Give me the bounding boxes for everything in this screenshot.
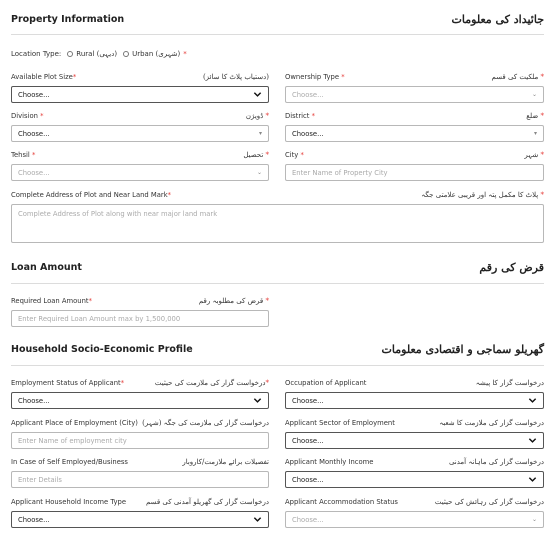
city-placeholder: Enter Name of Property City (292, 168, 388, 177)
property-section-header (11, 8, 544, 30)
district-label: District * (285, 112, 315, 120)
urban-label: Urban (شہری) (132, 50, 181, 58)
loan-amount-field (11, 296, 269, 327)
caret-icon: ▾ (533, 130, 537, 137)
sector-label: Applicant Sector of Employment (285, 419, 395, 427)
chevron-down-icon (528, 436, 537, 445)
tehsil-field (11, 150, 269, 181)
occupation-label: Occupation of Applicant (285, 379, 367, 387)
place-employment-label-urdu: درخواست گزار کی ملازمت کی جگہ (شہر) (142, 419, 269, 427)
plot-size-field (11, 72, 269, 103)
household-income-select[interactable] (11, 511, 269, 528)
ownership-field (285, 72, 544, 103)
tehsil-select[interactable] (11, 164, 269, 181)
loan-amount-placeholder: Enter Required Loan Amount max by 1,500,000 (18, 314, 181, 323)
employment-status-value: Choose... (18, 396, 50, 405)
property-section-title: Property Information (11, 13, 125, 25)
self-employed-field (11, 457, 269, 488)
location-type-label: Location Type: (11, 50, 62, 58)
place-employment-placeholder: Enter Name of employment city (18, 436, 127, 445)
loan-amount-label-urdu: * قرض کی مطلوبہ رقم (198, 297, 269, 305)
division-label: Division * (11, 112, 44, 120)
urban-radio[interactable] (123, 51, 129, 57)
district-select[interactable] (285, 125, 544, 142)
loan-section-title-urdu: قرض کی رقم (479, 260, 544, 274)
loan-section-title: Loan Amount (11, 261, 82, 273)
occupation-select[interactable] (285, 392, 544, 409)
employment-status-label-urdu: *درخواست گزار کی ملازمت کی حیثیت (154, 379, 269, 387)
self-employed-input[interactable] (11, 471, 269, 488)
ownership-label: Ownership Type * (285, 73, 345, 81)
sector-field (285, 418, 544, 449)
city-label: City * (285, 151, 304, 159)
chevron-down-icon (528, 475, 537, 484)
household-income-label-urdu: درخواست گزار کی گھریلو آمدنی کی قسم (145, 498, 269, 506)
accommodation-label: Applicant Accommodation Status (285, 498, 398, 506)
city-field (285, 150, 544, 181)
accommodation-field (285, 497, 544, 528)
monthly-income-field (285, 457, 544, 488)
required-mark: * (183, 50, 187, 58)
occupation-value: Choose... (292, 396, 324, 405)
household-income-label: Applicant Household Income Type (11, 498, 127, 506)
household-section-title-urdu: گھریلو سماجی و اقتصادی معلومات (381, 342, 544, 356)
monthly-income-label: Applicant Monthly Income (285, 458, 374, 466)
plot-size-label-urdu: (دستیاب پلاٹ کا سائز) (202, 73, 269, 81)
employment-status-select[interactable] (11, 392, 269, 409)
ownership-select[interactable] (285, 86, 544, 103)
tehsil-label: Tehsil * (11, 151, 36, 159)
accommodation-label-urdu: درخواست گزار کی رہائش کی حیثیت (434, 498, 544, 506)
chevron-down-icon (528, 396, 537, 405)
accommodation-value: Choose... (292, 515, 324, 524)
caret-icon: ⌄ (531, 91, 537, 98)
accommodation-select[interactable] (285, 511, 544, 528)
place-employment-label: Applicant Place of Employment (City) (11, 419, 138, 427)
location-type-row (11, 50, 187, 58)
division-field (11, 111, 269, 142)
monthly-income-label-urdu: درخواست گزار کی ماہانہ آمدنی (448, 458, 544, 466)
loan-amount-input[interactable] (11, 310, 269, 327)
place-employment-field (11, 418, 269, 449)
sector-value: Choose... (292, 436, 324, 445)
city-input[interactable] (285, 164, 544, 181)
loan-amount-label: Required Loan Amount* (11, 297, 92, 305)
address-field (11, 190, 544, 248)
address-label: Complete Address of Plot and Near Land Mark* (11, 191, 172, 199)
monthly-income-value: Choose... (292, 475, 324, 484)
caret-icon: ▾ (258, 130, 262, 137)
district-label-urdu: * ضلع (526, 112, 544, 120)
division-select[interactable] (11, 125, 269, 142)
self-employed-label-urdu: تفصیلات برائے ملازمت/کاروبار (182, 458, 269, 466)
divider (11, 365, 544, 366)
tehsil-label-urdu: * تحصیل (243, 151, 269, 159)
self-employed-label: In Case of Self Employed/Business (11, 458, 128, 466)
ownership-value: Choose... (292, 90, 324, 99)
chevron-down-icon (253, 396, 262, 405)
address-label-urdu: * پلاٹ کا مکمل پتہ اور قریبی علامتی جگہ (421, 191, 544, 199)
caret-icon: ⌄ (256, 169, 262, 176)
employment-status-field (11, 378, 269, 409)
property-section-title-urdu: جائیداد کی معلومات (451, 12, 544, 26)
plot-size-select[interactable] (11, 86, 269, 103)
occupation-label-urdu: درخواست گزار کا پیشہ (475, 379, 544, 387)
household-income-field (11, 497, 269, 528)
division-value: Choose... (18, 129, 50, 138)
plot-size-value: Choose... (18, 90, 50, 99)
division-label-urdu: * ڈویژن (245, 112, 269, 120)
address-textarea[interactable] (11, 204, 544, 243)
sector-label-urdu: درخواست گزار کی ملازمت کا شعبہ (439, 419, 544, 427)
divider (11, 34, 544, 35)
rural-radio[interactable] (67, 51, 73, 57)
city-label-urdu: * شہر (524, 151, 544, 159)
chevron-down-icon (253, 90, 262, 99)
district-field (285, 111, 544, 142)
occupation-field (285, 378, 544, 409)
employment-status-label: Employment Status of Applicant* (11, 379, 125, 387)
plot-size-label: Available Plot Size* (11, 73, 77, 81)
monthly-income-select[interactable] (285, 471, 544, 488)
divider (11, 283, 544, 284)
loan-section-header (11, 256, 544, 278)
tehsil-value: Choose... (18, 168, 50, 177)
household-income-value: Choose... (18, 515, 50, 524)
chevron-down-icon (253, 515, 262, 524)
sector-select[interactable] (285, 432, 544, 449)
rural-label: Rural (دیہی) (76, 50, 118, 58)
self-employed-placeholder: Enter Details (18, 475, 62, 484)
ownership-label-urdu: * ملکیت کی قسم (491, 73, 544, 81)
household-section-title: Household Socio-Economic Profile (11, 343, 193, 355)
caret-icon: ⌄ (531, 516, 537, 523)
district-value: Choose... (292, 129, 324, 138)
household-section-header (11, 338, 544, 360)
place-employment-input[interactable] (11, 432, 269, 449)
